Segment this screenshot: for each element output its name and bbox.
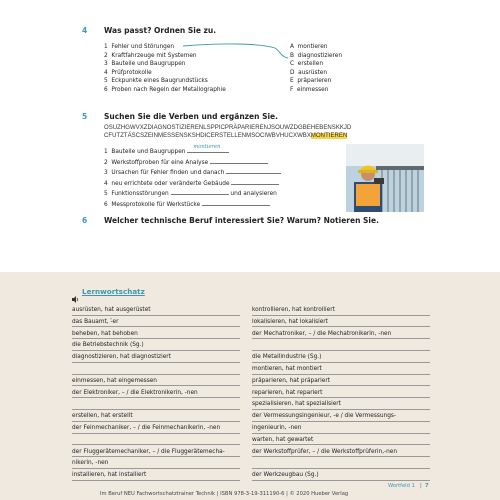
vocab-entry: spezialisieren, hat spezialisiert xyxy=(252,401,341,408)
task4-left-item: 3 Bauteile und Baugruppen xyxy=(104,61,186,68)
task4-left-item: 5 Eckpunkte eines Baugrundstücks xyxy=(104,78,208,85)
task4-right-item: F einmessen xyxy=(290,86,329,93)
vocab-entry: präparieren, hat präpariert xyxy=(252,377,330,384)
footer-credit: Im Beruf NEU Fachwortschatztrainer Technik | ISBN 978-3-19-311190-6 | © 2020 Hueber Verlag xyxy=(100,491,349,497)
vocab-write-line[interactable] xyxy=(72,326,240,327)
vocab-write-line[interactable] xyxy=(72,409,240,410)
vocab-write-line[interactable] xyxy=(72,350,240,351)
vocab-write-line[interactable] xyxy=(72,456,240,457)
answer-line[interactable] xyxy=(210,157,268,164)
task5-item: 3 Ursachen für Fehler finden und danach xyxy=(104,167,344,178)
footer-page-number: 7 xyxy=(425,483,429,489)
word-search-grid xyxy=(104,124,424,140)
vocab-entry: reparieren, hat repariert xyxy=(252,389,323,396)
vocab-write-line[interactable] xyxy=(72,362,240,363)
footer-separator: | xyxy=(420,483,422,489)
vocab-entry: erstellen, hat erstellt xyxy=(72,413,133,420)
vocab-write-line[interactable] xyxy=(252,374,430,375)
grid-line: CFUTZTÄSCSZEINMESSENSKSHDICERSTELLENMSOCIWBVHUCXWBXMONTIEREN xyxy=(104,133,348,140)
task5-item: 2 Werkstoffproben für eine Analyse xyxy=(104,157,344,168)
task5-item: 1 Bauteile und Baugruppen montieren xyxy=(104,146,344,157)
vocab-entry: der Fluggerätemechaniker, – / die Fluggerätemecha- xyxy=(72,448,225,455)
task4-question: Was passt? Ordnen Sie zu. xyxy=(104,26,217,35)
vocab-entry: der Feinmechaniker, – / die Feinmechanikerin, -nen xyxy=(72,425,221,431)
vocab-entry: lokalisieren, hat lokalisiert xyxy=(252,318,328,325)
vocab-write-line[interactable] xyxy=(252,433,430,434)
vocab-write-line[interactable] xyxy=(72,338,240,339)
task4-right-item: D ausrüsten xyxy=(290,69,327,76)
vocab-write-line[interactable] xyxy=(252,397,430,398)
vocab-write-line[interactable] xyxy=(252,480,430,481)
task5-item: 6 Messprotokolle für Werkstücke xyxy=(104,199,344,210)
vocab-entry: ingenieurin, -nen xyxy=(252,425,302,431)
vocab-entry: die Metallindustrie (Sg.) xyxy=(252,354,322,361)
task4-right-list xyxy=(290,43,342,95)
vocab-entry: beheben, hat behoben xyxy=(72,330,138,337)
task5-question: Suchen Sie die Verben und ergänzen Sie. xyxy=(104,112,278,121)
task4-left-item: 2 Kraftfahrzeuge mit Systemen xyxy=(104,52,197,59)
speaker-icon[interactable] xyxy=(72,288,78,294)
vocab-entry: der Mechatroniker, – / die Mechatronikerin, -nen xyxy=(252,330,392,337)
task4-right-item: B diagnostizieren xyxy=(290,52,343,59)
technician-photo xyxy=(346,144,424,212)
vocab-entry: der Elektroniker, – / die Elektronikerin, -nen xyxy=(72,389,198,396)
vocab-entry: die Betriebstechnik (Sg.) xyxy=(72,342,144,349)
vocab-write-line[interactable] xyxy=(72,397,240,398)
vocab-write-line[interactable] xyxy=(252,338,430,339)
vocab-entry: der Vermessungsingenieur, -e / die Vermessungs- xyxy=(252,413,397,420)
vocab-write-line[interactable] xyxy=(72,480,240,481)
task6-number: 6 xyxy=(82,216,88,225)
vocab-write-line[interactable] xyxy=(72,315,240,316)
vocab-entry: installieren, hat installiert xyxy=(72,472,147,479)
task5-item: 4 neu errichtete oder veränderte Gebäude xyxy=(104,178,344,189)
vocab-write-line[interactable] xyxy=(72,433,240,434)
vocab-write-line[interactable] xyxy=(72,374,240,375)
task4-left-item: 4 Prüfprotokolle xyxy=(104,69,152,76)
highlighted-word: MONTIEREN xyxy=(310,133,348,140)
vocab-write-line[interactable] xyxy=(72,444,240,445)
task6-question: Welcher technische Beruf interessiert Sie? Warum? Notieren Sie. xyxy=(104,216,379,225)
vocab-entry: diagnostizieren, hat diagnostiziert xyxy=(72,354,171,361)
grid-line: OSUZHGWVXZDIAGNOSTIZIERENLSPPICPRÄPARIERENJSOUWZDGBEHEBENSKKJD xyxy=(104,125,352,131)
vocab-write-line[interactable] xyxy=(252,444,430,445)
footer-section: Wortfeld 1 xyxy=(388,483,415,489)
match-line xyxy=(180,40,295,66)
task5-number: 5 xyxy=(82,112,88,121)
vocab-write-line[interactable] xyxy=(72,421,240,422)
vocab-write-line[interactable] xyxy=(252,468,430,469)
vocab-write-line[interactable] xyxy=(72,468,240,469)
answer-line[interactable] xyxy=(231,178,279,185)
vocab-entry: nikerin, -nen xyxy=(72,460,109,467)
vocab-write-line[interactable] xyxy=(252,456,430,457)
vocab-entry: der Werkzeugbau (Sg.) xyxy=(252,472,319,479)
task4-right-item: E präparieren xyxy=(290,78,332,85)
vocab-entry: ausrüsten, hat ausgerüstet xyxy=(72,307,151,313)
vocab-write-line[interactable] xyxy=(252,326,430,327)
vocab-entry: kontrollieren, hat kontrolliert xyxy=(252,307,335,313)
vocab-write-line[interactable] xyxy=(252,350,430,351)
vocab-entry: das Bauamt, -̈er xyxy=(72,318,119,325)
vocab-write-line[interactable] xyxy=(252,385,430,386)
vocab-entry: einmessen, hat eingemessen xyxy=(72,377,157,384)
answer-line[interactable] xyxy=(226,167,281,174)
task4-left-item: 6 Proben nach Regeln der Metallographie xyxy=(104,86,226,93)
task4-right-item: C erstellen xyxy=(290,61,324,68)
handwritten-answer: montieren xyxy=(193,144,221,150)
vocab-title: Lernwortschatz xyxy=(82,287,145,296)
vocab-entry: der Werkstoffprüfer, – / die Werkstoffprüferin,-nen xyxy=(252,448,398,455)
task4-number: 4 xyxy=(82,26,88,35)
answer-line[interactable] xyxy=(187,146,229,153)
task5-item: 5 Funktionsstörungen und analysieren xyxy=(104,188,344,199)
vocab-entry: warten, hat gewartet xyxy=(252,436,314,443)
task5-items xyxy=(104,146,344,210)
vocab-write-line[interactable] xyxy=(252,409,430,410)
vocab-write-line[interactable] xyxy=(252,421,430,422)
answer-line[interactable] xyxy=(171,188,229,195)
answer-line[interactable] xyxy=(202,199,270,206)
vocab-write-line[interactable] xyxy=(252,315,430,316)
vocab-write-line[interactable] xyxy=(252,362,430,363)
vocab-write-line[interactable] xyxy=(72,385,240,386)
vocab-entry: montieren, hat montiert xyxy=(252,366,322,372)
task4-left-item: 1 Fehler und Störungen xyxy=(104,44,175,50)
task4-right-item: A montieren xyxy=(290,44,328,50)
